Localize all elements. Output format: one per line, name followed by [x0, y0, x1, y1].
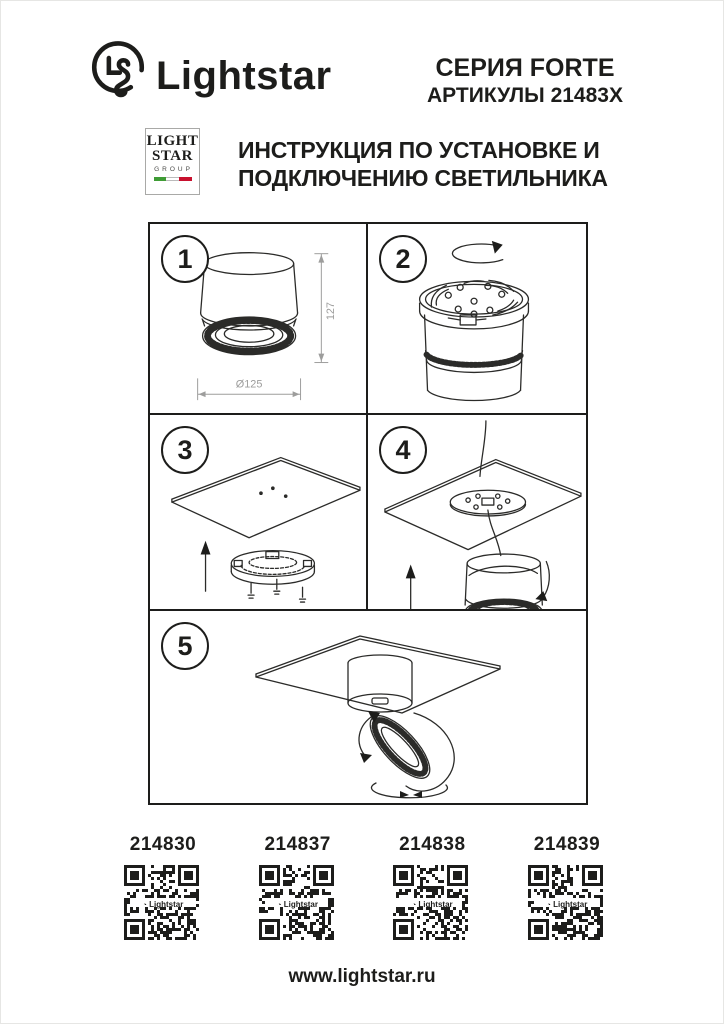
steps-grid [148, 222, 588, 805]
step-3-panel [150, 415, 368, 611]
qr-code [124, 865, 202, 943]
step-1-panel [150, 224, 368, 415]
lightstar-bulb-icon: ◔ [411, 902, 417, 909]
step-5-number: 5 [161, 622, 209, 670]
qr-item-214838 [373, 834, 491, 943]
instruction-title-line2: ПОДКЛЮЧЕНИЮ СВЕТИЛЬНИКА [238, 165, 608, 191]
qr-code [393, 865, 471, 943]
step-5-illustration [150, 611, 586, 803]
group-logo-light: LIGHT [146, 133, 199, 149]
series-articles: АРТИКУЛЫ 21483X [427, 84, 623, 107]
step-2-number: 2 [379, 235, 427, 283]
step-1-number: 1 [161, 235, 209, 283]
step-5-panel [150, 611, 586, 803]
series-title: СЕРИЯ FORTE [435, 54, 615, 82]
step-3-number: 3 [161, 426, 209, 474]
article-number: 214830 [129, 834, 197, 855]
qr-item-214839 [508, 834, 626, 943]
qr-code [259, 865, 337, 943]
instruction-title-line1: ИНСТРУКЦИЯ ПО УСТАНОВКЕ И [238, 137, 600, 163]
qr-lightstar-wordmark: ◔ Lightstar [546, 900, 588, 909]
article-number: 214837 [264, 834, 331, 855]
group-logo-group: GROUP [154, 166, 193, 173]
qr-item-214837 [239, 834, 357, 943]
website-url: www.lightstar.ru [288, 966, 436, 987]
qr-lightstar-wordmark: ◔ Lightstar [411, 900, 453, 909]
step-4-number: 4 [379, 426, 427, 474]
lightstar-group-logo [145, 128, 200, 195]
series-block [392, 54, 658, 108]
article-number: 214839 [533, 834, 601, 855]
height-dimension-label: 127 [325, 302, 338, 321]
lightstar-bulb-icon: ◔ [142, 902, 147, 909]
brand-wordmark: Lightstar [156, 54, 332, 98]
italian-flag-icon [154, 177, 192, 181]
step-2-panel [368, 224, 586, 415]
lightstar-bulb-icon: ◔ [546, 902, 551, 909]
instruction-title [238, 136, 618, 192]
step-4-panel [368, 415, 586, 611]
lightstar-bulb-icon [86, 36, 150, 124]
qr-lightstar-wordmark: ◔ Lightstar [277, 900, 318, 909]
article-number: 214838 [399, 834, 466, 855]
qr-lightstar-wordmark: ◔ Lightstar [142, 900, 184, 909]
qr-code [528, 865, 606, 943]
lightstar-bulb-icon: ◔ [277, 902, 282, 909]
qr-item-214830 [104, 834, 222, 943]
diameter-dimension-label: Ø125 [235, 378, 263, 391]
qr-code-row [104, 834, 626, 943]
group-logo-star: STAR [152, 148, 193, 164]
